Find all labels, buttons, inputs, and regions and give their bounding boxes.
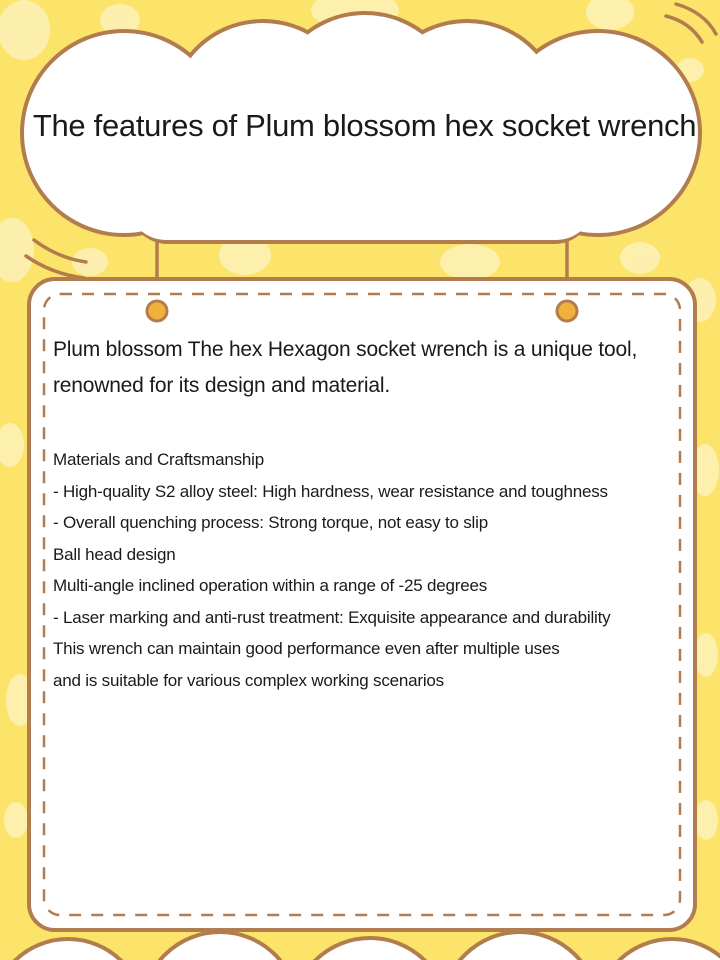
bottom-cloud-decoration xyxy=(0,932,720,960)
feature-summary: and is suitable for various complex working scenarios xyxy=(53,670,444,690)
feature-item: Multi-angle inclined operation within a range of -25 degrees xyxy=(53,576,488,595)
feature-card-text xyxy=(53,332,693,696)
feature-item: - Overall quenching process: Strong torque, not easy to slip xyxy=(53,513,488,532)
feature-summary: This wrench can maintain good performance even after multiple uses xyxy=(53,639,560,658)
intro-paragraph xyxy=(53,332,693,404)
feature-heading: Ball head design xyxy=(53,544,176,564)
feature-heading: Materials and Craftsmanship xyxy=(53,450,264,469)
page-title: The features of Plum blossom hex socket wrench xyxy=(32,108,697,143)
intro-line: Plum blossom The hex Hexagon socket wrench is a unique tool, xyxy=(53,338,638,361)
intro-line: renowned for its design and material. xyxy=(53,374,390,397)
feature-item: - Laser marking and anti-rust treatment: Exquisite appearance and durability xyxy=(53,607,611,627)
feature-list xyxy=(53,444,693,696)
feature-item: - High-quality S2 alloy steel: High hardness, wear resistance and toughness xyxy=(53,481,608,501)
